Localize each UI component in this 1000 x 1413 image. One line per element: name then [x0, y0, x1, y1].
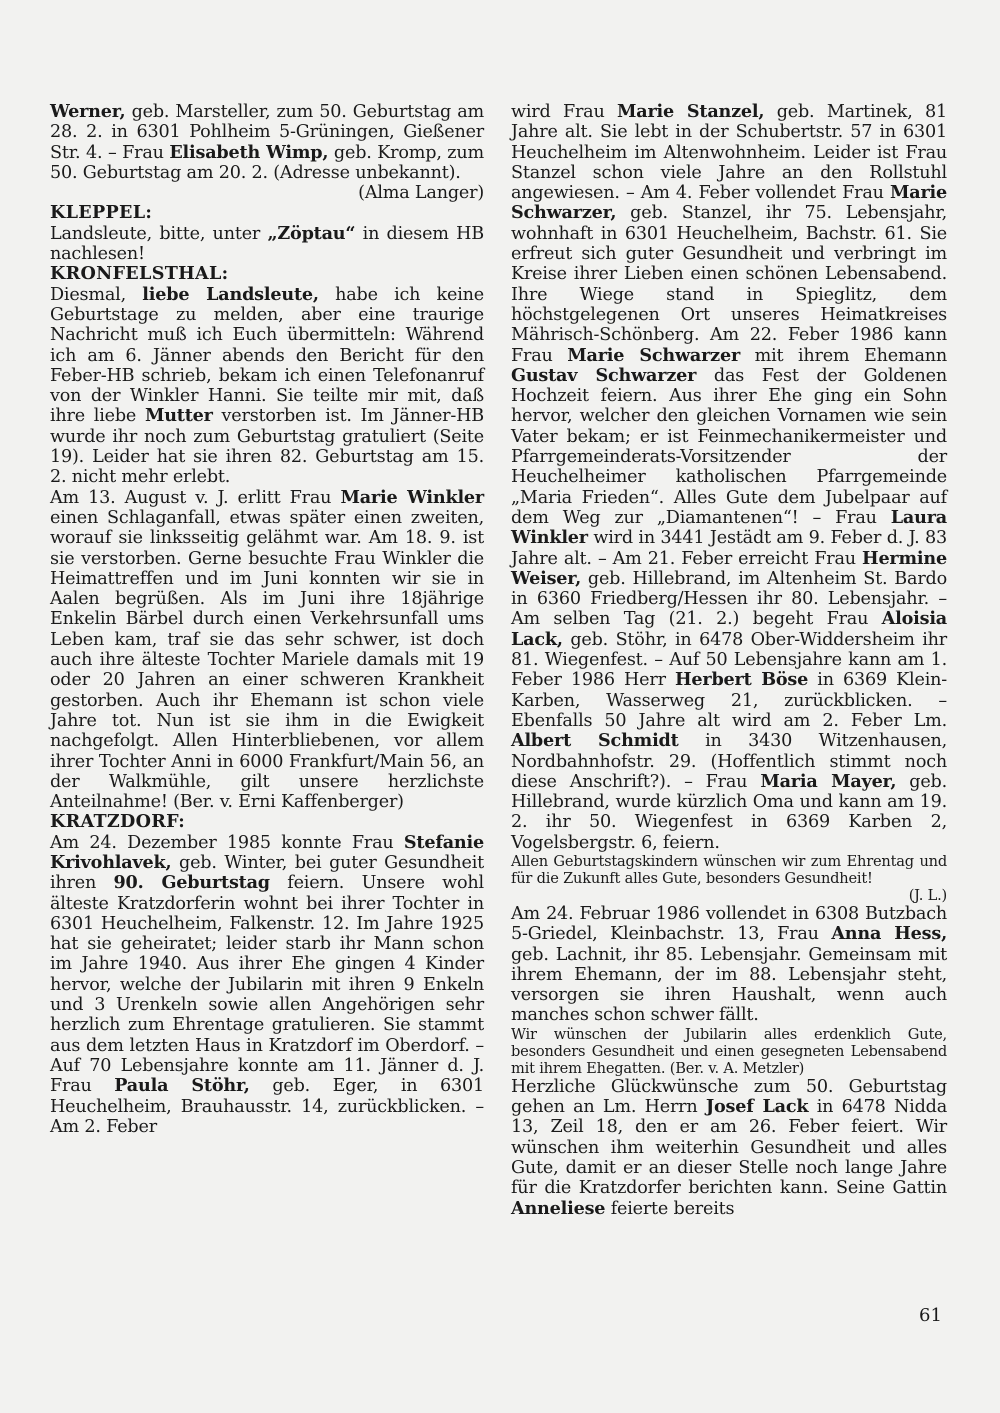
paragraph — [511, 904, 947, 1026]
text-run: mit ihrem Ehemann — [740, 345, 947, 366]
page-number: 61 — [919, 1305, 942, 1326]
bold-name: Paula Stöhr, — [114, 1075, 250, 1097]
bold-name: Maria Mayer, — [760, 770, 897, 792]
section-heading: KLEPPEL: — [50, 202, 153, 224]
bold-name: Aloisia Lack, — [511, 608, 947, 650]
bold-name: Anna Hess, — [831, 923, 947, 945]
bold-name: „Zöptau“ — [267, 222, 356, 244]
text-run: Am 13. August v. J. erlitt Frau — [50, 487, 341, 508]
paragraph — [50, 224, 484, 265]
text-run: wird in 3441 Jestädt am 9. Feber d. J. 83 Jahre alt. – Am 21. Feber erreicht Frau — [511, 528, 947, 569]
paragraph — [50, 102, 484, 183]
paragraph — [50, 285, 484, 488]
text-run: das Fest der Goldenen Hochzeit feiern. Aus ihrer Ehe ging ein Sohn hervor, welcher den gleichen Vornamen wie sein Vater bekam; er ist Feinmechanikermeister und Pfarrgemeinderats-Vorsitzender der Heuchelheimer katholischen Pfarrgemeinde „Maria Frieden“. Alles Gute dem Jubelpaar auf dem Weg zur „Diamantenen“! – Frau — [511, 365, 948, 528]
author-signature: (Alma Langer) — [358, 183, 484, 204]
bold-name: Josef Lack — [705, 1096, 809, 1118]
text-run: Diesmal, — [50, 284, 143, 305]
section-heading: KRATZDORF: — [50, 811, 186, 833]
text-run: geb. Stanzel, ihr 75. Lebensjahr, wohnhaft in 6301 Heuchelheim, Bachstr. 61. Sie erfreut sich guter Gesundheit und verbringt im Kreise ihrer Lieben einen schönen Lebensabend. Ihre Wiege stand in Spieglitz, dem höchstgelegenen Ort unseres Heimatkreises Mährisch-Schönberg. Am 22. Feber 1986 kann Frau — [511, 203, 947, 366]
text-run: feierte bereits — [605, 1198, 735, 1219]
paragraph — [50, 488, 484, 813]
text-run: geb. Stöhr, in 6478 Ober-Widdersheim ihr 81. Wiegenfest. – Auf 50 Lebensjahre kann am 1. Feber 1986 Herr — [511, 629, 947, 691]
text-run: wird Frau — [511, 102, 617, 122]
author-signature: (J. L.) — [908, 886, 947, 904]
bold-name: Marie Winkler — [340, 486, 484, 508]
text-run: in diesem HB nachlesen! — [50, 223, 484, 265]
bold-name: Elisabeth Wimp, — [169, 141, 329, 163]
text-run: in 6369 Klein-Karben, Wasserweg 21, zurückblicken. – Ebenfalls 50 Jahre alt wird am 2. Feber Lm. — [511, 670, 947, 731]
text-run: Landsleute, bitte, unter — [50, 223, 268, 244]
text-run: in 3430 Witzenhausen, Nordbahnhofstr. 29. (Hoffentlich stimmt noch diese Anschrift?). – Frau — [511, 731, 947, 792]
bold-name: Marie Schwarzer — [567, 344, 741, 366]
bold-name: Werner, — [50, 101, 126, 122]
text-run: feiern. Unsere wohl älteste Kratzdorferin wohnt bei ihrer Tochter in 6301 Heuchelheim, Falkenstr. 12. Im Jahre 1925 hat sie geheiratet; leider starb ihr Mann schon im Jahre 1940. Aus ihrer Ehe gingen 4 Kinder hervor, welche der Jubilarin mit ihren 9 Enkeln und 3 Urenkeln sowie allen Angehörigen sehr herzlich zum Ehrentage gratulieren. Sie stammt aus dem letzten Haus in Kratzdorf im Oberdorf. – Auf 70 Lebensjahre konnte am 11. Jänner d. J. Frau — [50, 873, 484, 1097]
section-heading: KRONFELSTHAL: — [50, 263, 229, 285]
paragraph — [511, 1077, 947, 1219]
bold-name: Albert Schmidt — [511, 730, 679, 752]
bold-name: Marie Schwarzer, — [511, 182, 947, 224]
text-run: geb. Kromp, zum 50. Geburtstag am 20. 2. (Adresse unbekannt). — [50, 142, 484, 183]
bold-name: liebe Landsleute, — [142, 283, 319, 305]
bold-name: Stefanie Krivohlavek, — [50, 831, 484, 873]
text-run: geb. Eger, in 6301 Heuchelheim, Brauhausstr. 14, zurückblicken. – Am 2. Feber — [50, 1076, 484, 1137]
bold-name: Anneliese — [511, 1197, 606, 1219]
small-print-paragraph: Wir wünschen der Jubilarin alles erdenklich Gute, besonders Gesundheit und einen gesegneten Lebensabend mit ihrem Ehegatten. (Ber. v. A. Metzler) — [511, 1025, 947, 1077]
text-run: Am 24. Februar 1986 vollendet in 6308 Butzbach 5-Griedel, Kleinbachstr. 13, Frau — [511, 903, 947, 945]
text-run: verstorben ist. Im Jänner-HB wurde ihr noch zum Geburtstag gratuliert (Seite 19). Leider hat sie ihren 82. Geburtstag am 15. 2. nicht mehr erlebt. — [50, 406, 485, 488]
paragraph — [511, 102, 947, 853]
right-column — [511, 102, 947, 1219]
bold-name: Mutter — [144, 405, 213, 427]
text-run: geb. Marsteller, zum 50. Geburtstag am 28. 2. in 6301 Pohlheim 5-Grüningen, Gießener Str. 4. – Frau — [50, 102, 484, 163]
bold-name: Marie Stanzel, — [616, 101, 765, 122]
text-run: in 6478 Nidda 13, Zeil 18, den er am 26. Feber feiert. Wir wünschen ihm weiterhin Gesundheit und alles Gute, damit er an dieser Stelle noch lange Jahre für die Kratzdorfer berichten kann. Seine Gattin — [511, 1097, 947, 1199]
text-run: geb. Winter, bei guter Gesundheit ihren — [50, 852, 484, 894]
text-run: Am 24. Dezember 1985 konnte Frau — [50, 832, 404, 853]
bold-name: Herbert Böse — [674, 669, 809, 691]
paragraph — [50, 833, 484, 1137]
bold-name: Hermine Weiser, — [511, 547, 947, 589]
text-run: geb. Hillebrand, im Altenheim St. Bardo in 6360 Friedberg/Hessen ihr 80. Lebensjahr. – Am selben Tag (21. 2.) begeht Frau — [511, 568, 947, 630]
text-run: einen Schlaganfall, etwas später einen zweiten, worauf sie linksseitig gelähmt war. Am 18. 9. ist sie verstorben. Gerne besuchte Frau Winkler die Heimattreffen und im Juni konnten wir sie in Aalen begrüßen. Als im Juni ihre 18jährige Enkelin Bärbel durch einen Verkehrsunfall ums Leben kam, traf sie das sehr schwer, ist doch auch ihre älteste Tochter Mariele damals mit 19 oder 20 Jahren an einer schweren Krankheit gestorben. Auch ihr Ehemann ist schon viele Jahre tot. Nun ist sie ihm in die Ewigkeit nachgefolgt. Allen Hinterbliebenen, vor allem ihrer Tochter Anni in 6000 Frankfurt/Main 56, an der Walkmühle, gilt unsere herzlichste Anteilnahme! (Ber. v. Erni Kaffenberger) — [50, 507, 484, 813]
text-run: Herzliche Glückwünsche zum 50. Geburtstag gehen an Lm. Herrn — [511, 1076, 947, 1118]
bold-name: 90. Geburtstag — [113, 872, 270, 894]
bold-name: Laura Winkler — [511, 506, 947, 549]
text-run: geb. Lachnit, ihr 85. Lebensjahr. Gemeinsam mit ihrem Ehemann, der im 88. Lebensjahr steht, versorgen sie ihren Haushalt, wenn auch manches schon schwer fällt. — [511, 944, 947, 1026]
text-run: habe ich keine Geburtstage zu melden, aber eine traurige Nachricht muß ich Euch übermitteln: Während ich am 6. Jänner abends den Bericht für den Feber-HB schrieb, bekam ich einen Telefonanruf von der Winkler Hanni. Sie teilte mir mit, daß ihre liebe — [50, 284, 485, 427]
left-column — [50, 102, 484, 1137]
small-print-paragraph: Allen Geburtstagskindern wünschen wir zum Ehrentag und für die Zukunft alles Gute, besonders Gesundheit! — [511, 852, 947, 887]
text-run: geb. Hillebrand, wurde kürzlich Oma und kann am 19. 2. ihr 50. Wiegenfest in 6369 Karben 2, Vogelsbergstr. 6, feiern. — [511, 771, 948, 853]
text-run: geb. Martinek, 81 Jahre alt. Sie lebt in der Schubertstr. 57 in 6301 Heuchelheim im Altenwohnheim. Leider ist Frau Stanzel schon viele Jahre an den Rollstuhl angewiesen. – Am 4. Feber vollendet Frau — [511, 102, 947, 204]
bold-name: Gustav Schwarzer — [511, 364, 697, 386]
